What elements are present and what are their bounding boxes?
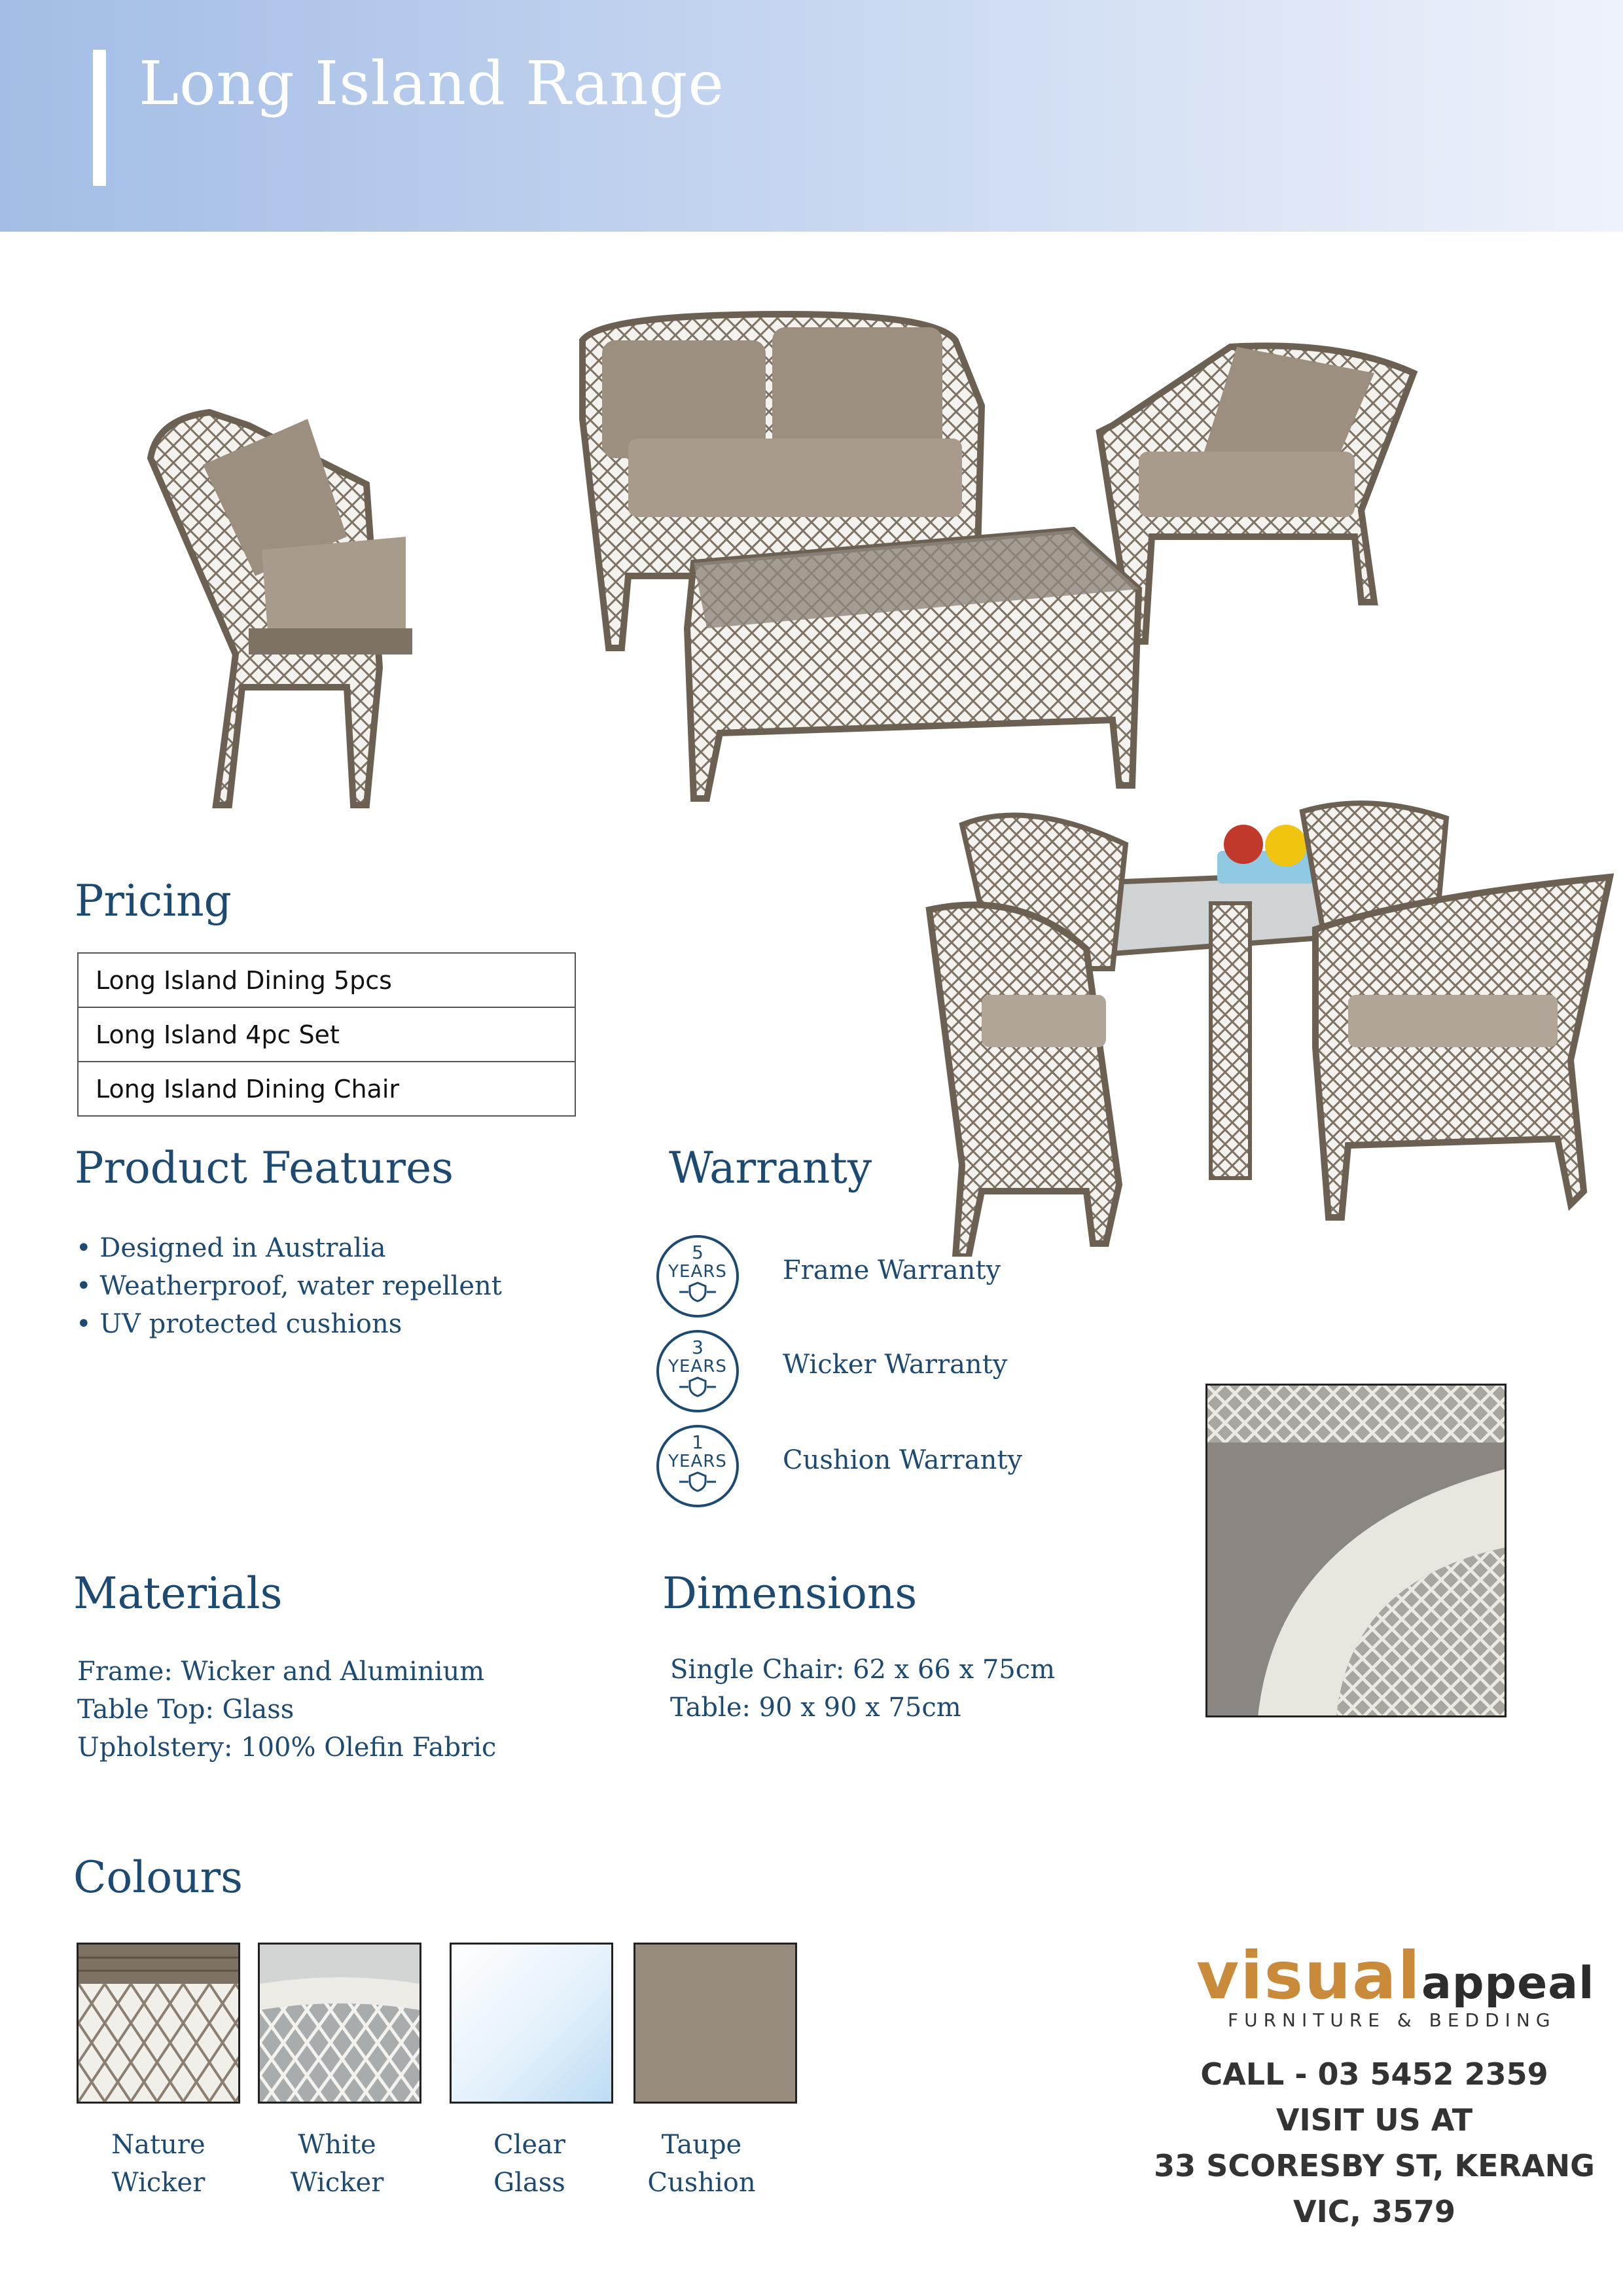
- warranty-label: Cushion Warranty: [783, 1445, 1023, 1475]
- table-row: [78, 1007, 575, 1062]
- pricing-cell: Long Island Dining Chair: [78, 1062, 575, 1116]
- table-row: [78, 1062, 575, 1116]
- warranty-label: Wicker Warranty: [783, 1350, 1008, 1380]
- contact-street: 33 SCORESBY ST, KERANG: [1154, 2148, 1595, 2183]
- warranty-years-word: YEARS: [668, 1452, 727, 1471]
- swatch-label-line: Cushion: [647, 2168, 756, 2198]
- list-item: Table: 90 x 90 x 75cm: [670, 1693, 961, 1723]
- features-heading: Product Features: [75, 1143, 454, 1193]
- list-item: Table Top: Glass: [77, 1695, 294, 1725]
- list-item: Upholstery: 100% Olefin Fabric: [77, 1732, 497, 1763]
- warranty-years: 5: [692, 1242, 704, 1263]
- header-accent-bar: [93, 50, 106, 186]
- colours-heading: Colours: [73, 1852, 243, 1903]
- features-list: [76, 1229, 502, 1343]
- swatch-white-wicker: [258, 1943, 421, 2104]
- swatch-clear-glass: [450, 1943, 613, 2104]
- dining-set-photo: [923, 798, 1623, 1257]
- contact-state: VIC, 3579: [1293, 2194, 1455, 2229]
- list-item: • Weatherproof, water repellent: [76, 1271, 502, 1301]
- white-wicker-sample: [260, 1945, 419, 2102]
- swatch-label-line: Clear: [493, 2130, 566, 2160]
- swatch-label: [620, 2126, 783, 2202]
- brand-logo: [1196, 1937, 1595, 2014]
- pricing-table: [77, 952, 576, 1117]
- swatch-label-line: Wicker: [290, 2168, 384, 2198]
- swatch-nature-wicker: [77, 1943, 240, 2104]
- warranty-badge: [656, 1235, 739, 1318]
- warranty-badge: [656, 1330, 739, 1412]
- pricing-cell: Long Island Dining 5pcs: [78, 953, 575, 1007]
- swatch-label: [77, 2126, 240, 2202]
- dimensions-list: [670, 1651, 1055, 1727]
- lounge-set-photo: [131, 301, 1453, 825]
- warranty-label: Frame Warranty: [783, 1255, 1001, 1285]
- pricing-heading: Pricing: [75, 876, 232, 926]
- warranty-years-word: YEARS: [668, 1262, 727, 1282]
- table-row: [78, 953, 575, 1007]
- dimensions-heading: Dimensions: [662, 1568, 918, 1619]
- swatch-label: [448, 2126, 611, 2202]
- swatch-taupe-cushion: [633, 1943, 797, 2104]
- swatch-label-line: Nature: [111, 2130, 205, 2160]
- warranty-heading: Warranty: [669, 1143, 872, 1193]
- materials-list: [77, 1653, 496, 1767]
- list-item: Frame: Wicker and Aluminium: [77, 1657, 485, 1687]
- list-item: • Designed in Australia: [76, 1233, 386, 1263]
- materials-heading: Materials: [73, 1568, 283, 1619]
- shield-icon: [678, 1376, 717, 1398]
- wicker-detail-photo: [1205, 1384, 1507, 1717]
- swatch-label-line: Wicker: [111, 2168, 205, 2198]
- contact-phone: CALL - 03 5452 2359: [1200, 2056, 1548, 2092]
- shield-icon: [678, 1281, 717, 1303]
- shield-icon: [678, 1471, 717, 1493]
- logo-word-visual: visual: [1196, 1937, 1421, 2014]
- swatch-label-line: Taupe: [661, 2130, 742, 2160]
- warranty-years: 1: [692, 1431, 704, 1453]
- warranty-badge: [656, 1425, 739, 1507]
- page-title: Long Island Range: [139, 48, 724, 118]
- logo-word-appeal: appeal: [1421, 1958, 1595, 2009]
- list-item: • UV protected cushions: [76, 1309, 402, 1339]
- swatch-label: [255, 2126, 419, 2202]
- list-item: Single Chair: 62 x 66 x 75cm: [670, 1655, 1056, 1685]
- warranty-years-word: YEARS: [668, 1357, 727, 1376]
- contact-visit: VISIT US AT: [1275, 2102, 1473, 2138]
- pricing-cell: Long Island 4pc Set: [78, 1007, 575, 1062]
- warranty-years: 3: [692, 1336, 704, 1358]
- swatch-label-line: Glass: [493, 2168, 565, 2198]
- nature-wicker-sample: [79, 1945, 238, 2102]
- swatch-label-line: White: [298, 2130, 376, 2160]
- contact-block: [1126, 2051, 1623, 2234]
- logo-tagline: FURNITURE & BEDDING: [1228, 2009, 1556, 2031]
